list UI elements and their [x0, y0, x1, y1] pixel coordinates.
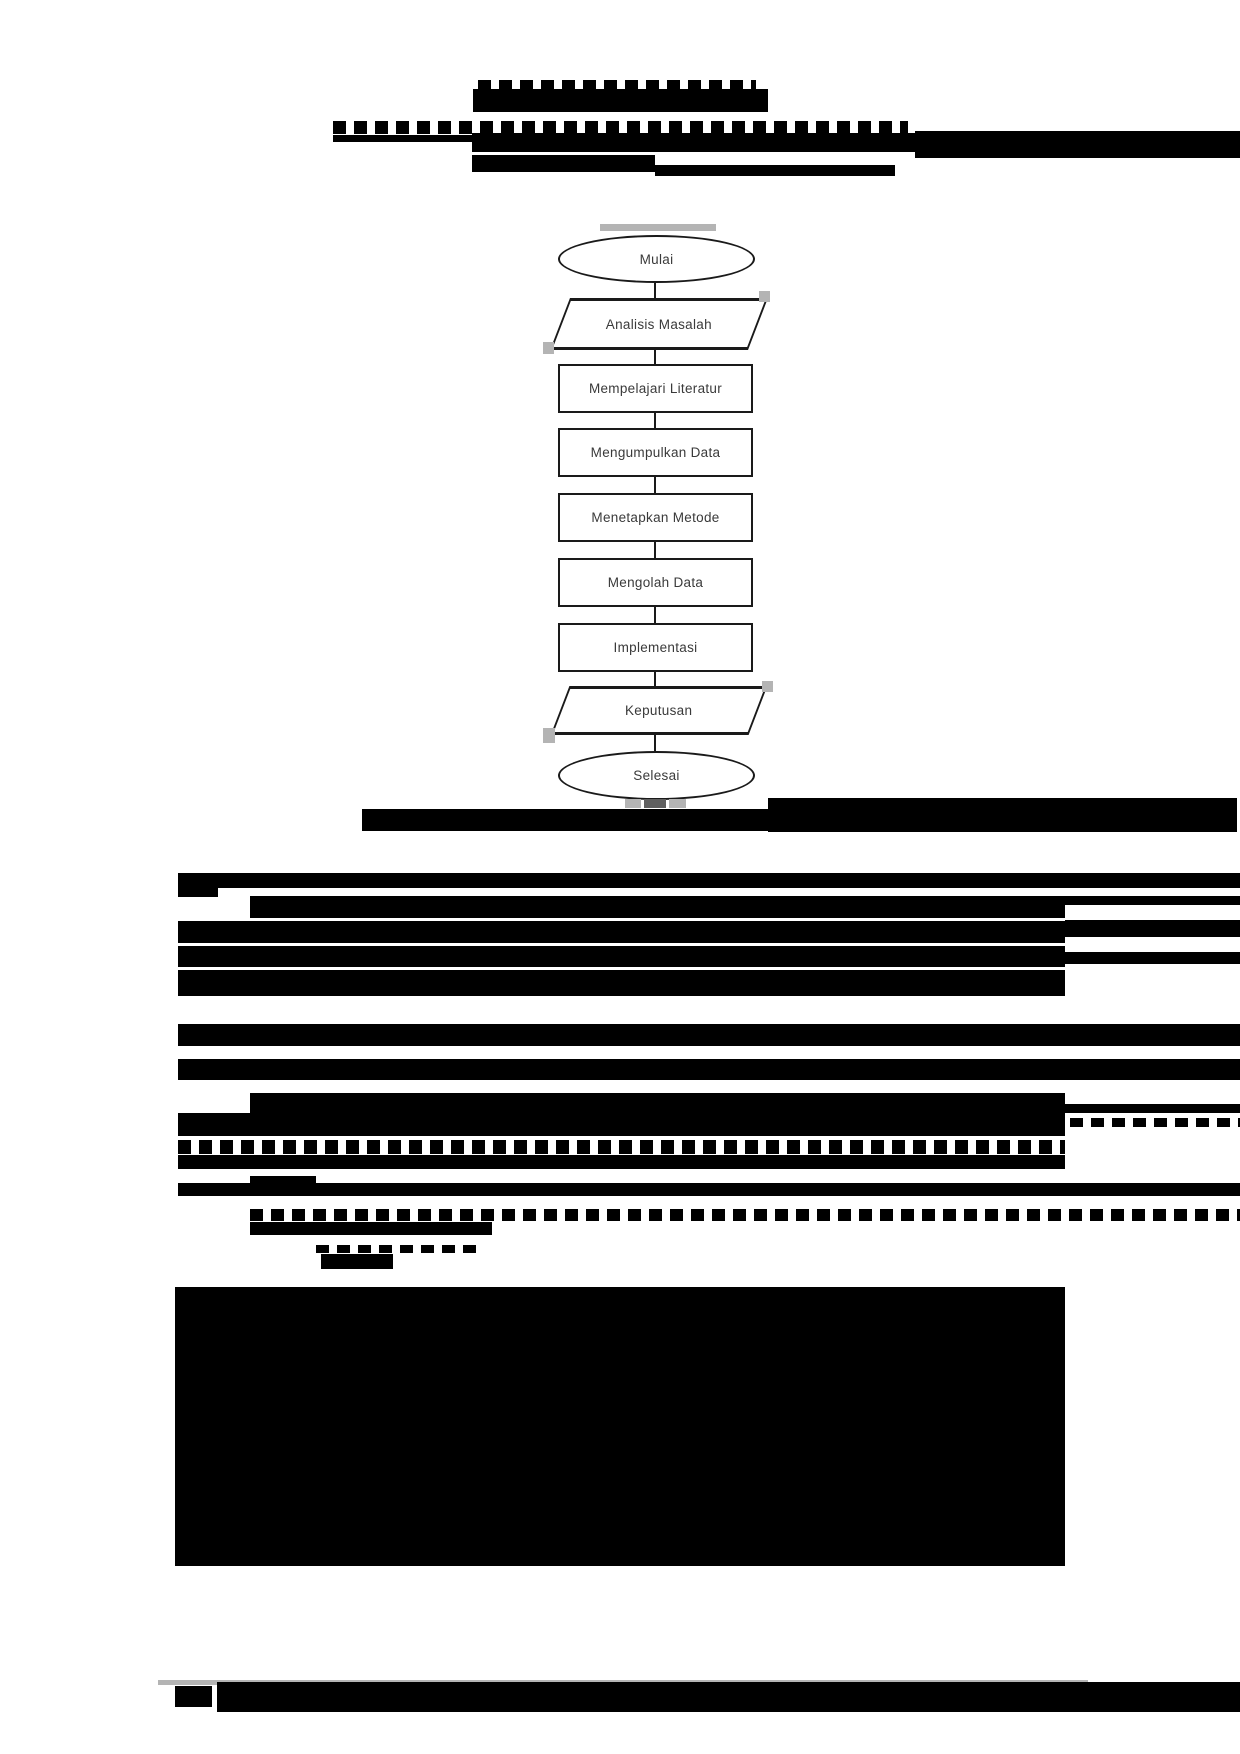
redaction-bar — [473, 89, 768, 112]
flowchart-node-label: Keputusan — [625, 703, 693, 718]
redaction-bar — [178, 1183, 1240, 1196]
redaction-bar — [1065, 920, 1240, 937]
redaction-bar — [178, 970, 1065, 996]
redaction-bar — [178, 1140, 1065, 1154]
redaction-bar — [915, 131, 1240, 158]
redaction-bar — [175, 1287, 1065, 1566]
redaction-bar — [178, 1024, 1240, 1046]
redaction-bar — [644, 799, 666, 808]
redaction-bar — [762, 681, 773, 692]
redaction-bar — [178, 1113, 1065, 1136]
flowchart-node-label: Menetapkan Metode — [591, 510, 720, 525]
redaction-bar — [178, 873, 218, 897]
redaction-bar — [1065, 1104, 1240, 1113]
redaction-bar — [1065, 896, 1240, 905]
flowchart-node-label: Mulai — [639, 251, 674, 267]
redaction-bar — [217, 1682, 1240, 1712]
flowchart-node-label: Analisis Masalah — [605, 316, 713, 332]
redaction-bar — [362, 809, 768, 831]
redaction-bar — [250, 896, 1065, 918]
redaction-bar — [759, 291, 770, 302]
redaction-bar — [669, 799, 686, 808]
redaction-bar — [625, 799, 641, 808]
redaction-bar — [768, 798, 1237, 832]
flowchart-node-label: Mengolah Data — [607, 575, 704, 590]
redaction-bar — [250, 1093, 1065, 1113]
flowchart-node-label: Mengumpulkan Data — [590, 445, 721, 460]
redaction-bar — [333, 135, 472, 142]
redaction-bar — [1070, 1118, 1240, 1127]
redaction-bar — [321, 1254, 393, 1269]
redaction-bar — [178, 873, 1240, 888]
redaction-bar — [543, 342, 554, 354]
redaction-bar — [250, 1209, 1240, 1221]
flowchart-node-label: Mempelajari Literatur — [588, 381, 723, 396]
redaction-bar — [655, 165, 895, 176]
redaction-bar — [175, 1686, 212, 1707]
redaction-bar — [472, 133, 915, 152]
redaction-bar — [250, 1222, 492, 1235]
redaction-bar — [178, 946, 1065, 967]
redaction-bar — [600, 224, 716, 231]
flowchart-node-label: Implementasi — [613, 640, 698, 655]
redaction-bar — [1065, 952, 1240, 964]
redaction-bar — [178, 1155, 1065, 1169]
redaction-bar — [178, 921, 1065, 943]
redaction-bar — [316, 1245, 481, 1253]
redaction-bar — [178, 1059, 1240, 1080]
redaction-bar — [472, 155, 655, 172]
redaction-bar — [543, 728, 555, 743]
flowchart-node-label: Selesai — [633, 768, 680, 783]
